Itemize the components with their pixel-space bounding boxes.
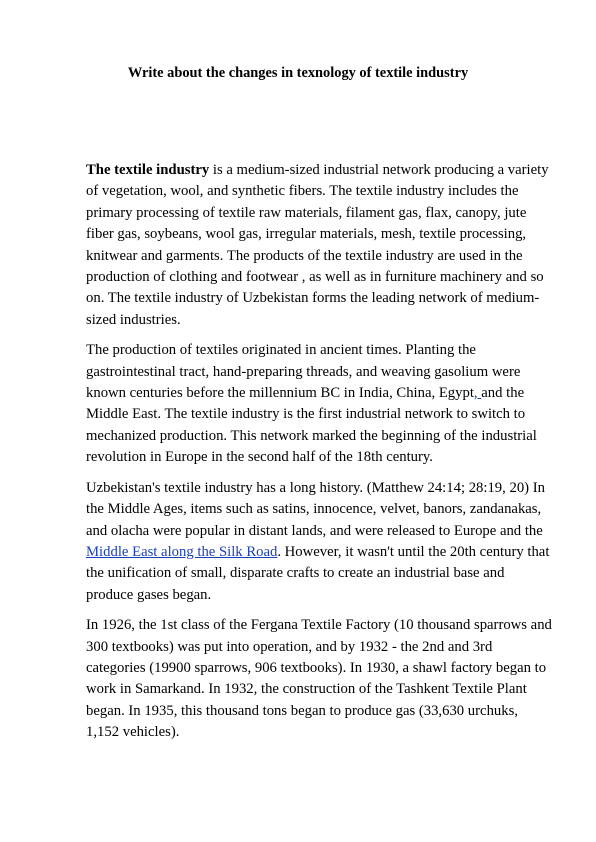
document-title: Write about the changes in texnology of textile industry [127, 65, 469, 81]
paragraph-1-text: is a medium-sized industrial network producing a variety of vegetation, wool, and synthetic fibers. The textile industry includes the primary processing of textile raw materials, filament gas, flax, canopy, jute fiber gas, soybeans, wool gas, irregular materials, mesh, textile processing, knitwear and garments. The products of the textile industry are used in the production of clothing and footwear , as well as in furniture machinery and so on. The textile industry of Uzbekistan forms the leading network of medium-sized industries. [86, 162, 549, 328]
paragraph-2 [86, 340, 552, 468]
paragraph-2-text-before-link: The production of textiles originated in ancient times. Planting the gastrointestinal tract, hand-preparing threads, and weaving gasolium were known centuries before the millennium BC in India, China, Egypt [86, 342, 521, 402]
paragraph-1 [86, 160, 552, 331]
paragraph-4 [86, 615, 552, 743]
paragraph-1-lead: The textile industry [86, 162, 210, 178]
paragraph-3-text-after-link: . However, it wasn't until the 20th century that the unification of small, disparate crafts to create an industrial base and produce gases began. [86, 543, 550, 603]
document-body [86, 160, 552, 753]
paragraph-3 [86, 478, 552, 606]
paragraph-2-text-after-link: and the Middle East. The textile industry is the first industrial network to switch to mechanized production. This network marked the beginning of the industrial revolution in Europe in the second half of the 18th century. [86, 385, 537, 466]
paragraph-3-text-before-link: Uzbekistan's textile industry has a long history. (Matthew 24:14; 28:19, 20) In the Middle Ages, items such as satins, innocence, velvet, banors, zandanakas, and olacha were popular in distant lands, and were released to Europe and the [86, 479, 545, 539]
paragraph-2-link[interactable]: , [473, 385, 482, 402]
silk-road-link[interactable]: Middle East along the Silk Road [86, 543, 278, 560]
paragraph-4-text: In 1926, the 1st class of the Fergana Textile Factory (10 thousand sparrows and 300 textbooks) was put into operation, and by 1932 - the 2nd and 3rd categories (19900 sparrows, 906 textbooks). In 1930, a shawl factory began to work in Samarkand. In 1932, the construction of the Tashkent Textile Plant began. In 1935, this thousand tons began to produce gas (33,630 urchuks, 1,152 vehicles). [86, 617, 552, 741]
